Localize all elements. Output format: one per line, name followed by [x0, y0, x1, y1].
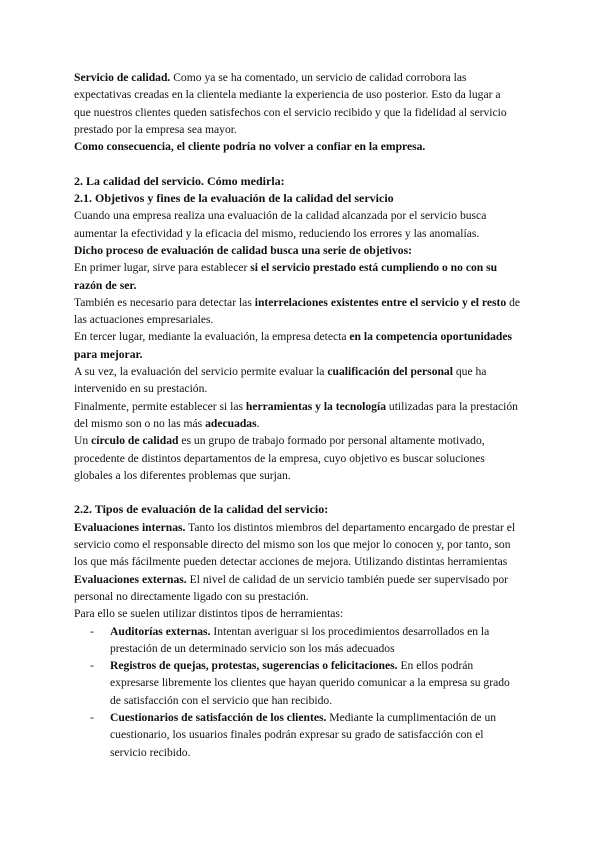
objective-5-bold-2: adecuadas	[205, 416, 257, 430]
objective-2-tail: de las actuaciones empresariales.	[74, 295, 521, 327]
document-page	[74, 69, 520, 761]
objective-5	[74, 398, 520, 433]
servicio-calidad-text: Como ya se ha comentado, un servicio de calidad corrobora las expectativas creadas en la clientela mediante la experiencia de uso posterior. Esto da lugar a que nuestros clientes queden satisfechos con el servicio recibido y que la fidelidad al servicio prestado por la empresa sea mayor.	[74, 71, 507, 136]
externas-title: Evaluaciones externas.	[74, 572, 187, 586]
objective-4-text: A su vez, la evaluación del servicio permite evaluar la	[74, 365, 328, 379]
objective-1-text: En primer lugar, sirve para establecer	[74, 261, 251, 275]
list-item	[84, 623, 520, 658]
section-2-2-heading: 2.2. Tipos de evaluación de la calidad del servicio:	[74, 502, 329, 517]
objective-4-bold: cualificación del personal	[327, 365, 453, 379]
circulo-bold: círculo de calidad	[91, 434, 179, 448]
section-2-1-heading: 2.1. Objetivos y fines de la evaluación de la calidad del servicio	[74, 191, 394, 206]
objective-4	[74, 363, 520, 398]
circulo-text-c: es un grupo de trabajo formado por personal altamente motivado, procedente de distintos departamentos de la empresa, cuyo objetivo es buscar soluciones globales a los diferentes problemas que surjan.	[74, 434, 485, 482]
consecuencia-text: Como consecuencia, el cliente podría no volver a confiar en la empresa.	[74, 140, 426, 154]
internas-text: Tanto los distintos miembros del departamento encargado de prestar el servicio como el responsable directo del mismo son los que mejor lo conocen y, por tanto, son los que más fácilmente pueden detectar acciones de mejora. Utilizando distintas herramientas	[74, 520, 516, 569]
list-item-text: En ellos podrán expresarse libremente los clientes que hayan querido comunicar a la empresa su grado de satisfacción con el servicio que han recibido.	[110, 659, 510, 707]
objective-5-bold: herramientas y la tecnología	[245, 399, 386, 413]
objective-5-end: .	[256, 416, 260, 430]
objective-5-mid: utilizadas para la prestación del mismo son o no las más	[74, 399, 518, 430]
objective-2	[74, 294, 520, 329]
list-item-text: Mediante la cumplimentación de un cuestionario, los usuarios finales podrán expresar su grado de satisfacción con el servicio recibido.	[110, 710, 497, 759]
objective-2-text: También es necesario para detectar las	[74, 295, 255, 309]
list-item	[84, 709, 520, 761]
objective-2-bold: interrelaciones existentes entre el servicio y el resto	[254, 295, 507, 309]
objective-3	[74, 328, 520, 363]
tools-list	[74, 623, 520, 761]
objective-3-bold: en la competencia oportunidades para mejorar.	[74, 330, 513, 361]
list-item-title: Registros de quejas, protestas, sugerencias o felicitaciones.	[110, 659, 398, 673]
list-item	[84, 657, 520, 709]
objective-5-text: Finalmente, permite establecer si las	[74, 399, 246, 413]
paragraph-servicio-calidad	[74, 69, 520, 138]
objective-1-bold: si el servicio prestado está cumpliendo o no con su razón de ser.	[74, 261, 498, 292]
evaluaciones-externas	[74, 571, 520, 606]
section-2-1-intro: Cuando una empresa realiza una evaluación de la calidad alcanzada por el servicio busca aumentar la efectividad y la eficacia del mismo, reduciendo los errores y las anomalías.	[74, 209, 487, 240]
dash-bullet: -	[90, 710, 94, 724]
evaluaciones-internas	[74, 519, 520, 571]
list-item-title: Cuestionarios de satisfacción de los clientes.	[110, 710, 327, 724]
externas-text: El nivel de calidad de un servicio también puede ser supervisado por personal no directamente ligado con su prestación.	[74, 572, 509, 603]
list-item-title: Auditorías externas.	[110, 624, 211, 638]
servicio-calidad-title: Servicio de calidad.	[74, 71, 171, 84]
tools-intro: Para ello se suelen utilizar distintos tipos de herramientas:	[74, 607, 344, 621]
circulo-text-a: Un	[74, 434, 92, 448]
objective-1	[74, 259, 520, 294]
circulo-calidad-paragraph	[74, 432, 520, 484]
internas-title: Evaluaciones internas.	[74, 520, 186, 534]
objective-3-text: En tercer lugar, mediante la evaluación, la empresa detecta	[74, 330, 350, 344]
objective-4-tail: que ha intervenido en su prestación.	[74, 365, 487, 396]
paragraph-consecuencia	[74, 138, 520, 155]
objetivos-title-text: Dicho proceso de evaluación de calidad busca una serie de objetivos:	[74, 243, 412, 257]
dash-bullet: -	[90, 659, 94, 673]
objetivos-title	[74, 242, 520, 259]
list-item-text: Intentan averiguar si los procedimientos desarrollados en la prestación de un determinado servicio son los más adecuados	[110, 624, 490, 655]
dash-bullet: -	[90, 624, 94, 638]
section-2-heading: 2. La calidad del servicio. Cómo medirla:	[74, 173, 285, 188]
